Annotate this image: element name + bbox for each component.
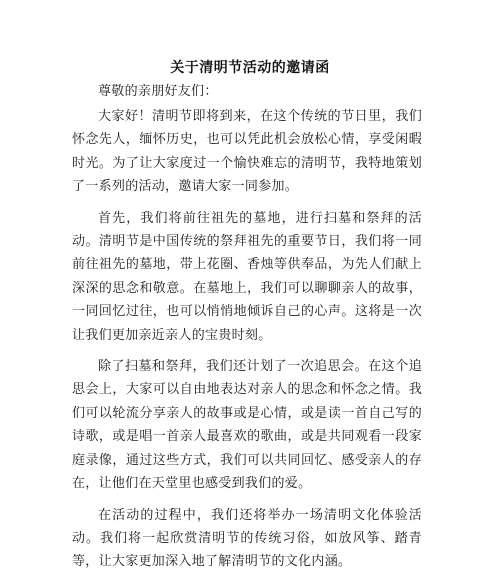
salutation: 尊敬的亲朋好友们： bbox=[98, 84, 218, 99]
paragraph-tomb-sweeping: 首先，我们将前往祖先的墓地，进行扫墓和祭拜的活动。清明节是中国传统的祭拜祖先的重要节日，我们将一同前往祖先的墓地，带上花圈、香烛等供奉品，为先人们献上深深的思念和敬意。在墓地上，我们可以聊聊亲人的故事，一同回忆过往，也可以悄悄地倾诉自己的心声。这将是一次让我们更加亲近亲人的宝贵时刻。 bbox=[72, 210, 422, 343]
document-body bbox=[72, 80, 422, 574]
document-title: 关于清明节活动的邀请函 bbox=[170, 60, 330, 76]
paragraph-greeting: 大家好！清明节即将到来，在这个传统的节日里，我们怀念先人，缅怀历史，也可以凭此机会放松心情，享受闲暇时光。为了让大家度过一个愉快难忘的清明节，我特地策划了一系列的活动，邀请大家一同参加。 bbox=[72, 109, 422, 195]
paragraph-memorial-meeting: 除了扫墓和祭拜，我们还计划了一次追思会。在这个追思会上，大家可以自由地表达对亲人的思念和怀念之情。我们可以轮流分享亲人的故事或是心情，或是读一首自己写的诗歌，或是唱一首亲人最喜欢的歌曲，或是共同观看一段家庭录像，通过这些方式，我们可以共同回忆、感受亲人的存在，让他们在天堂里也感受到我们的爱。 bbox=[72, 359, 422, 492]
paragraph-culture-activity: 在活动的过程中，我们还将举办一场清明文化体验活动。我们将一起欣赏清明节的传统习俗，如放风筝、踏青等，让大家更加深入地了解清明节的文化内涵。 bbox=[72, 507, 422, 570]
